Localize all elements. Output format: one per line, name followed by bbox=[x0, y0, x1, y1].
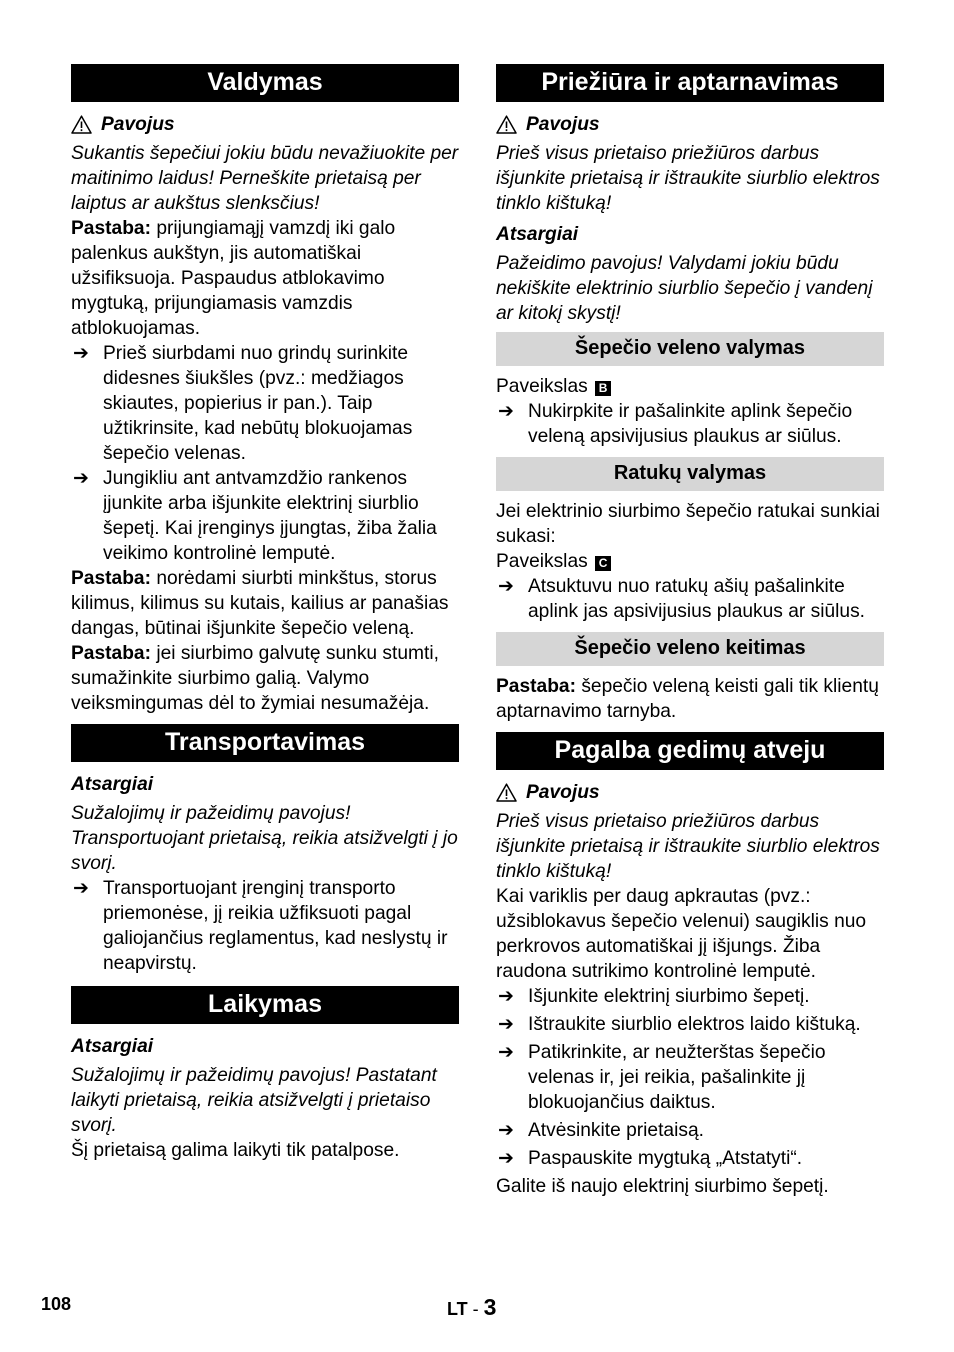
heading-pagalba: Pagalba gedimų atveju bbox=[496, 732, 884, 770]
left-column bbox=[71, 64, 459, 1163]
separator: - bbox=[467, 1299, 484, 1319]
warning-label bbox=[496, 112, 884, 137]
caution-label: Atsargiai bbox=[496, 224, 579, 245]
arrow-right-icon: ➔ bbox=[498, 576, 514, 597]
steps-list bbox=[496, 399, 884, 449]
caution-label: Atsargiai bbox=[71, 1036, 154, 1057]
arrow-right-icon: ➔ bbox=[73, 468, 89, 489]
right-column bbox=[496, 64, 884, 1199]
page-section-label bbox=[447, 1294, 496, 1321]
heading-transportavimas: Transportavimas bbox=[71, 724, 459, 762]
warning-label-text: Pavojus bbox=[101, 114, 175, 135]
heading-laikymas: Laikymas bbox=[71, 986, 459, 1024]
warning-label bbox=[496, 780, 884, 805]
warning-triangle-icon bbox=[71, 115, 92, 134]
list-item: ➔ Atvėsinkite prietaisą. bbox=[498, 1120, 704, 1141]
caution-text: Sužalojimų ir pažeidimų pavojus! Transportuojant prietaisą, reikia atsižvelgti į jo svorį. bbox=[71, 803, 458, 874]
heading-valdymas: Valdymas bbox=[71, 64, 459, 102]
arrow-right-icon: ➔ bbox=[498, 1042, 514, 1063]
list-item: ➔ Ištraukite siurblio elektros laido kištuką. bbox=[498, 1014, 861, 1035]
note-label: Pastaba: bbox=[71, 218, 151, 239]
steps-list bbox=[71, 341, 459, 566]
note-label: Pastaba: bbox=[71, 643, 151, 664]
note-label: Pastaba: bbox=[496, 676, 576, 697]
warning-label bbox=[71, 112, 459, 137]
warning-label-text: Pavojus bbox=[526, 114, 600, 135]
caution-label: Atsargiai bbox=[71, 774, 154, 795]
figure-reference: Paveikslas B bbox=[496, 374, 884, 399]
note-paragraph bbox=[71, 216, 459, 341]
list-item: ➔ Atsuktuvu nuo ratukų ašių pašalinkite aplink jas apsivijusius plaukus ar siūlus. bbox=[498, 576, 866, 622]
note-text: norėdami siurbti minkštus, storus kilimus, kilimus su kutais, kailius ar panašias dangas, būtinai išjunkite šepečio veleną. bbox=[71, 568, 449, 639]
warning-triangle-icon bbox=[496, 783, 517, 802]
warning-text: Prieš visus prietaiso priežiūros darbus išjunkite prietaisą ir ištraukite siurblio elektros tinklo kištuką! bbox=[496, 143, 880, 214]
page-number: 108 bbox=[41, 1294, 72, 1314]
figure-letter-badge: B bbox=[595, 381, 611, 396]
list-item: ➔ Prieš siurbdami nuo grindų surinkite didesnes šiukšles (pvz.: medžiagos skiautes, popierius ir pan.). Taip užtikrinsite, kad nebūtų blokuojamas šepečio velenas. bbox=[73, 343, 413, 464]
note-label: Pastaba: bbox=[71, 568, 151, 589]
note-paragraph bbox=[496, 674, 884, 724]
section-number: 3 bbox=[483, 1294, 497, 1320]
warning-text: Prieš visus prietaiso priežiūros darbus išjunkite prietaisą ir ištraukite siurblio elektros tinklo kištuką! bbox=[496, 811, 880, 882]
list-item: ➔ Patikrinkite, ar neužterštas šepečio velenas ir, jei reikia, pašalinkite jį blokuojančius daiktus. bbox=[498, 1042, 826, 1113]
caution-text: Pažeidimo pavojus! Valydami jokiu būdu nekiškite elektrinio siurblio šepečio į vandenį ar kitokį skystį! bbox=[496, 253, 873, 324]
heading-sepecio-valymas: Šepečio veleno valymas bbox=[496, 332, 884, 366]
arrow-right-icon: ➔ bbox=[498, 986, 514, 1007]
figure-reference: Paveikslas C bbox=[496, 549, 884, 574]
note-paragraph bbox=[71, 566, 459, 641]
steps-list bbox=[496, 574, 884, 624]
list-item: ➔ Paspauskite mygtuką „Atstatyti“. bbox=[498, 1148, 803, 1169]
warning-label-text: Pavojus bbox=[526, 782, 600, 803]
list-item: ➔ Transportuojant įrenginį transporto priemonėse, jį reikia užfiksuoti pagal galiojančius reglamentus, kad neslystų ir neapvirstų. bbox=[73, 878, 448, 974]
caution-text: Sužalojimų ir pažeidimų pavojus! Pastatant laikyti prietaisą, reikia atsižvelgti į prietaiso svorį. bbox=[71, 1065, 437, 1136]
language-code: LT bbox=[447, 1299, 468, 1319]
arrow-right-icon: ➔ bbox=[73, 343, 89, 364]
warning-triangle-icon bbox=[496, 115, 517, 134]
arrow-right-icon: ➔ bbox=[73, 878, 89, 899]
arrow-right-icon: ➔ bbox=[498, 401, 514, 422]
figure-letter-badge: C bbox=[595, 556, 611, 571]
list-item: ➔ Nukirpkite ir pašalinkite aplink šepečio veleną apsivijusius plaukus ar siūlus. bbox=[498, 401, 853, 447]
note-text: prijungiamąjį vamzdį iki galo palenkus aukštyn, jis automatiškai užsifiksuoja. Paspaudus atblokavimo mygtuką, prijungiamasis vamzdis atblokuojamas. bbox=[71, 218, 396, 339]
steps-list bbox=[496, 984, 884, 1171]
note-text: šepečio veleną keisti gali tik klientų aptarnavimo tarnyba. bbox=[496, 676, 879, 722]
body-text: Kai variklis per daug apkrautas (pvz.: užsiblokavus šepečio velenui) saugiklis nuo perkrovos automatiškai jį išjungs. Žiba raudona sutrikimo kontrolinė lemputė. bbox=[496, 886, 867, 982]
list-item: ➔ Išjunkite elektrinį siurbimo šepetį. bbox=[498, 986, 810, 1007]
body-text: Galite iš naujo elektrinį siurbimo šepetį. bbox=[496, 1176, 829, 1197]
arrow-right-icon: ➔ bbox=[498, 1014, 514, 1035]
note-paragraph bbox=[71, 641, 459, 716]
heading-sepecio-keitimas: Šepečio veleno keitimas bbox=[496, 632, 884, 666]
steps-list bbox=[71, 876, 459, 976]
arrow-right-icon: ➔ bbox=[498, 1148, 514, 1169]
arrow-right-icon: ➔ bbox=[498, 1120, 514, 1141]
body-text: Jei elektrinio siurbimo šepečio ratukai sunkiai sukasi: bbox=[496, 501, 880, 547]
body-text: Šį prietaisą galima laikyti tik patalpose. bbox=[71, 1140, 400, 1161]
heading-ratuku-valymas: Ratukų valymas bbox=[496, 457, 884, 491]
list-item: ➔ Jungikliu ant antvamzdžio rankenos įjunkite arba išjunkite elektrinį siurblio šepetį. Kai įrenginys įjungtas, žiba žalia veikimo kontrolinė lemputė. bbox=[73, 468, 437, 564]
heading-prieziura: Priežiūra ir aptarnavimas bbox=[496, 64, 884, 102]
note-text: jei siurbimo galvutę sunku stumti, sumažinkite siurbimo galią. Valymo veiksmingumas dėl to žymiai nesumažėja. bbox=[71, 643, 439, 714]
warning-text: Sukantis šepečiui jokiu būdu nevažiuokite per maitinimo laidus! Perneškite prietaisą per laiptus ar aukštus slenksčius! bbox=[71, 143, 459, 214]
